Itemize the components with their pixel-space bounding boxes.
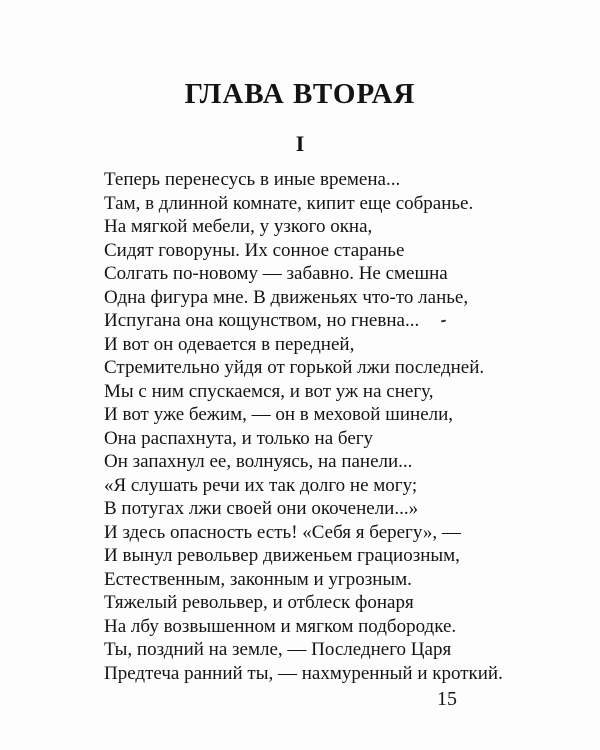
poem-line: Мы с ним спускаемся, и вот уж на снегу, <box>104 380 434 402</box>
section-number: I <box>295 131 305 156</box>
poem-line: Он запахнул ее, волнуясь, на панели... <box>104 451 413 472</box>
poem-line: Там, в длинной комнате, кипит еще собранье. <box>104 192 474 214</box>
poem-line: Тяжелый револьвер, и отблеск фонаря <box>104 592 414 613</box>
poem-line: И здесь опасность есть! «Себя я берегу», — <box>104 521 461 543</box>
poem-line: И вот уже бежим, — он в меховой шинели, <box>104 404 454 425</box>
page-number: 15 <box>437 688 457 710</box>
poem-line: Ты, поздний на земле, — Последнего Царя <box>104 639 452 660</box>
poem-line: «Я слушать речи их так долго не могу; <box>104 474 418 496</box>
poem-line: И вынул револьвер движеньем грациозным, <box>104 545 460 566</box>
poem-line: Теперь перенесусь в иные времена... <box>104 169 401 190</box>
poem-line: Сидят говоруны. Их сонное старанье <box>104 239 405 261</box>
poem-line: На лбу возвышенном и мягком подбородке. <box>104 615 457 637</box>
chapter-title: ГЛАВА ВТОРАЯ <box>184 78 416 110</box>
poem-line: Она распахнута, и только на бегу <box>104 427 374 449</box>
poem-text <box>104 168 524 685</box>
poem-line: Стремительно уйдя от горькой лжи последней. <box>104 357 485 378</box>
poem-line: Естественным, законным и угрозным. <box>104 568 412 590</box>
poem-line: Солгать по-новому — забавно. Не смешна <box>104 263 448 284</box>
poem-line: В потугах лжи своей они окоченели...» <box>104 498 419 519</box>
poem-line: Предтеча ранний ты, — нахмуренный и кроткий. <box>104 662 503 684</box>
poem-line: Испугана она кощунством, но гневна... <box>104 310 420 331</box>
poem-line: И вот он одевается в передней, <box>104 333 355 355</box>
poem-line: На мягкой мебели, у узкого окна, <box>104 216 373 237</box>
poem-line: Одна фигура мне. В движеньях что-то ланье, <box>104 286 469 308</box>
